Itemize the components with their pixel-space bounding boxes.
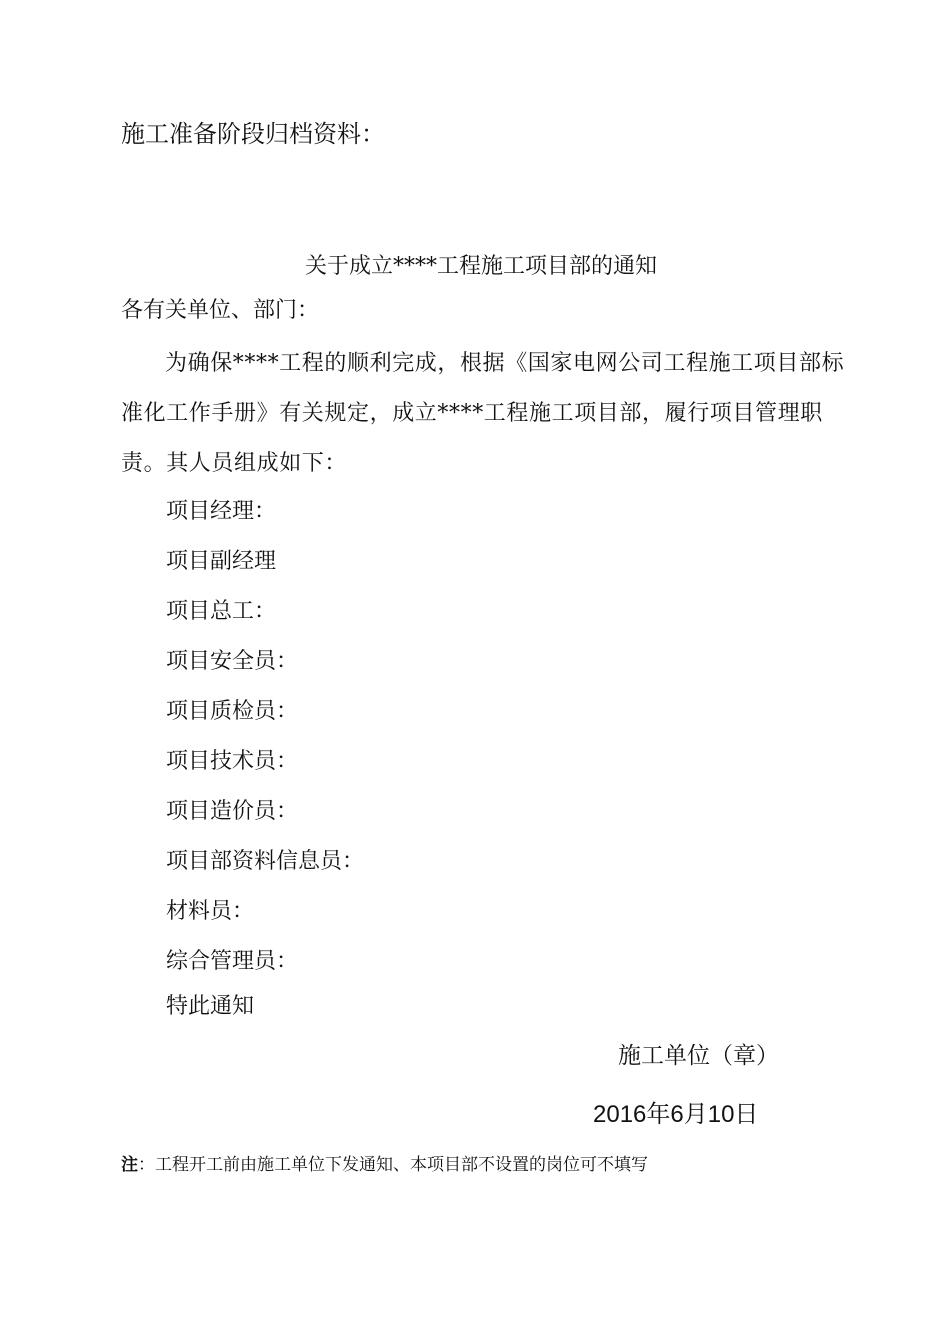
footnote xyxy=(121,1151,648,1179)
footnote-label: 注 xyxy=(121,1155,138,1175)
notice-title: 关于成立****工程施工项目部的通知 xyxy=(304,254,657,279)
signature-date: 2016年6月10日 xyxy=(593,1101,759,1128)
role-chief-engineer: 项目总工： xyxy=(166,599,277,624)
staff-role-list xyxy=(166,487,364,987)
role-document-information-officer: 项目部资料信息员： xyxy=(166,849,365,874)
role-safety-officer: 项目安全员： xyxy=(166,649,299,674)
footnote-text: ：工程开工前由施工单位下发通知、本项目部不设置的岗位可不填写 xyxy=(138,1155,648,1175)
closing-line: 特此通知 xyxy=(166,994,255,1019)
role-quality-inspector: 项目质检员： xyxy=(166,699,299,724)
section-heading: 施工准备阶段归档资料： xyxy=(121,120,385,148)
salutation: 各有关单位、部门： xyxy=(121,298,320,323)
role-cost-engineer: 项目造价员： xyxy=(166,799,299,824)
role-project-manager: 项目经理： xyxy=(166,499,277,524)
role-general-administrator: 综合管理员： xyxy=(166,949,299,974)
role-technician: 项目技术员： xyxy=(166,749,299,774)
role-deputy-project-manager: 项目副经理 xyxy=(166,549,277,574)
notice-body-paragraph: 为确保****工程的顺利完成，根据《国家电网公司工程施工项目部标准化工作手册》有关规定，成立****工程施工项目部，履行项目管理职责。其人员组成如下： xyxy=(121,351,845,476)
signature-unit: 施工单位（章） xyxy=(618,1043,779,1069)
role-materials-officer: 材料员： xyxy=(166,899,255,924)
